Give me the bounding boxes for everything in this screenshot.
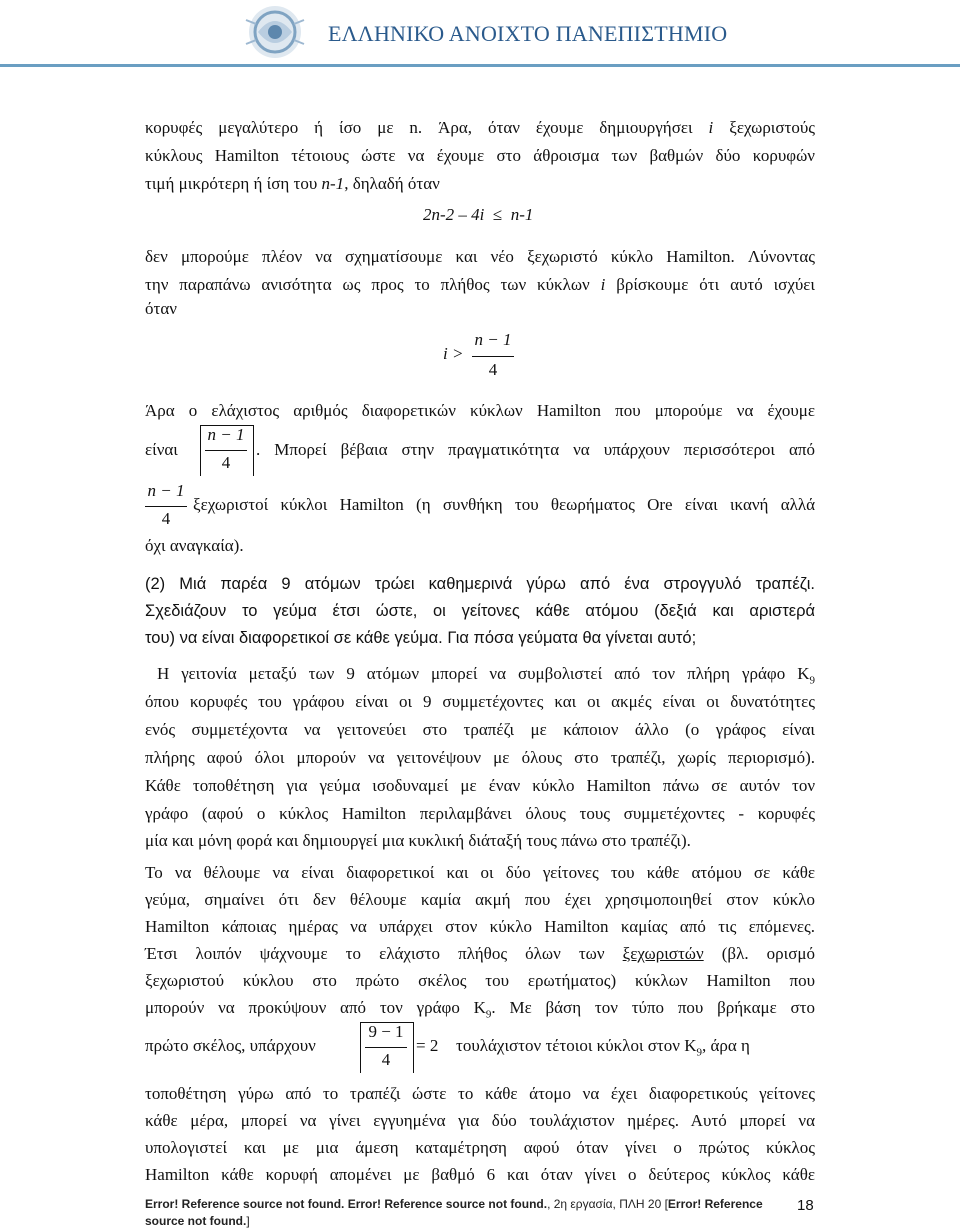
- answer-2-line-7-rest: τουλάχιστον τέτοιοι κύκλοι στον $K_9$, άρα η: [456, 1036, 750, 1059]
- answer-1-line-4: πλήρης αφού όλοι μπορούν να γειτονέψουν με όλους στο τραπέζι, χωρίς περιορισμό).: [145, 748, 815, 767]
- answer-1-line-7: μία και μόνη φορά και δημιουργεί μια κυκλική διάταξή τους πάνω στο τραπέζι).: [145, 831, 691, 850]
- answer-2-line-4: Έτσι λοιπόν ψάχνουμε το ελάχιστο πλήθος όλων των ξεχωριστών (βλ. ορισμό: [145, 944, 815, 963]
- answer-2-line-7-start: πρώτο σκέλος, υπάρχουν: [145, 1036, 316, 1055]
- paragraph-3-line-2-rest: . Μπορεί βέβαια στην πραγματικότητα να υπάρχουν περισσότεροι από: [256, 440, 815, 459]
- answer-2-line-5: ξεχωριστού κύκλου στο πρώτο σκέλος του ερωτήματος) κύκλων Hamilton που: [145, 971, 815, 990]
- paragraph-2-line-3: όταν: [145, 299, 177, 318]
- answer-2-line-3: Hamilton κάποιας ημέρας να υπάρχει στον κύκλο Hamilton καμίας από τις επόμενες.: [145, 917, 815, 936]
- answer-2-line-11: Hamilton κάθε κορυφή απομένει με βαθμό 6 και όταν γίνει ο δεύτερος κύκλος κάθε: [145, 1165, 815, 1184]
- page-number: 18: [797, 1197, 814, 1214]
- footer-reference: Error! Reference source not found. Error! Reference source not found., 2η εργασία, ΠΛΗ 20 [Error! Reference source not found.]: [145, 1197, 763, 1228]
- paragraph-3-line-3-rest: ξεχωριστοί κύκλοι Hamilton (η συνθήκη του θεωρήματος Ore είναι ικανή αλλά: [193, 495, 815, 514]
- answer-2-line-1: Το να θέλουμε να είναι διαφορετικοί και οι δύο γείτονες του κάθε ατόμου σε κάθε: [145, 863, 815, 882]
- answer-2-line-9: κάθε μέρα, μπορεί να γίνει εγγυημένα για δύο τουλάχιστον ημέρες. Αυτό μπορεί να: [145, 1111, 815, 1130]
- ceiling-fraction: n − 1 4: [205, 425, 247, 477]
- inequality-1: 2n-2 – 4i ≤ n-1: [423, 205, 534, 224]
- paragraph-3-word-einai: είναι: [145, 440, 178, 459]
- paragraph-1-line-1: κορυφές μεγαλύτερο ή ίσο με n. Άρα, όταν έχουμε δημιουργήσει i ξεχωριστούς: [145, 118, 816, 137]
- answer-2-line-10: υπολογιστεί και με μια άμεση καταμέτρηση αφού όταν γίνει ο πρώτος κύκλος: [145, 1138, 815, 1157]
- paragraph-3-line-4: όχι αναγκαία).: [145, 536, 244, 555]
- answer-1-line-3: ενός συμμετέχοντα να γειτονεύει στο τραπέζι με κάποιον άλλο (ο γράφος είναι: [145, 720, 815, 739]
- paragraph-1-line-2: κύκλους Hamilton τέτοιους ώστε να έχουμε στο άθροισμα των βαθμών δύο κορυφών: [145, 146, 815, 165]
- answer-1-line-1: Η γειτονία μεταξύ των 9 ατόμων μπορεί να συμβολιστεί από τον πλήρη γράφο $K_9$: [156, 664, 815, 687]
- paragraph-2-line-2: την παραπάνω ανισότητα ως προς το πλήθος των κύκλων i βρίσκουμε ότι αυτό ισχύει: [145, 275, 815, 294]
- university-logo: [236, 2, 314, 64]
- header-title: ΕΛΛΗΝΙΚΟ ΑΝΟΙΧΤΟ ΠΑΝΕΠΙΣΤΗΜΙΟ: [328, 21, 728, 46]
- fraction-n-minus-1-over-4: n − 1 4: [472, 330, 514, 382]
- inequality-2-lhs: i >: [443, 344, 464, 363]
- header-divider: [0, 64, 960, 67]
- paragraph-1-line-3: τιμή μικρότερη ή ίση του n-1, δηλαδή όταν: [145, 174, 440, 193]
- answer-2-line-6: μπορούν να προκύψουν από τον γράφο $K_9$. Με βάση τον τύπο που βρήκαμε στο: [145, 998, 816, 1021]
- answer-2-line-2: γεύμα, σημαίνει ότι δεν θέλουμε καμία ακμή που έχει χρησιμοποιηθεί στον κύκλο: [145, 890, 815, 909]
- paragraph-3-line-1: Άρα ο ελάχιστος αριθμός διαφορετικών κύκλων Hamilton που μπορούμε να έχουμε: [145, 401, 815, 420]
- fraction-n-minus-1-over-4-inline: n − 1 4: [145, 481, 187, 533]
- ceiling-fraction-9-minus-1-over-4: 9 − 1 4: [365, 1022, 407, 1074]
- equals-two: = 2: [416, 1036, 439, 1055]
- paragraph-2-line-1: δεν μπορούμε πλέον να σχηματίσουμε και νέο ξεχωριστό κύκλο Hamilton. Λύνοντας: [145, 247, 815, 266]
- answer-1-line-2: όπου κορυφές του γράφου είναι οι 9 συμμετέχοντες και οι ακμές είναι οι δυνατότητες: [145, 692, 815, 711]
- answer-1-line-5: Κάθε τοποθέτηση για γεύμα ισοδυναμεί με έναν κύκλο Hamilton πάνω σε αυτόν τον: [145, 776, 815, 795]
- question-line-1: (2) Μιά παρέα 9 ατόμων τρώει καθημερινά γύρω από ένα στρογγυλό τραπέζι.: [145, 575, 815, 593]
- answer-2-line-8: τοποθέτηση γύρω από το τραπέζι ώστε το κάθε άτομο να έχει διαφορετικούς γείτονες: [145, 1084, 815, 1103]
- question-line-2: Σχεδιάζουν το γεύμα έτσι ώστε, οι γείτονες κάθε ατόμου (δεξιά και αριστερά: [145, 602, 815, 620]
- question-line-3: του) να είναι διαφορετικοί σε κάθε γεύμα. Για πόσα γεύματα θα γίνεται αυτό;: [145, 629, 697, 647]
- answer-1-line-6: γράφο (αφού ο κύκλος Hamilton περιλαμβάνει όλους τους συμμετέχοντες - κορυφές: [145, 804, 815, 823]
